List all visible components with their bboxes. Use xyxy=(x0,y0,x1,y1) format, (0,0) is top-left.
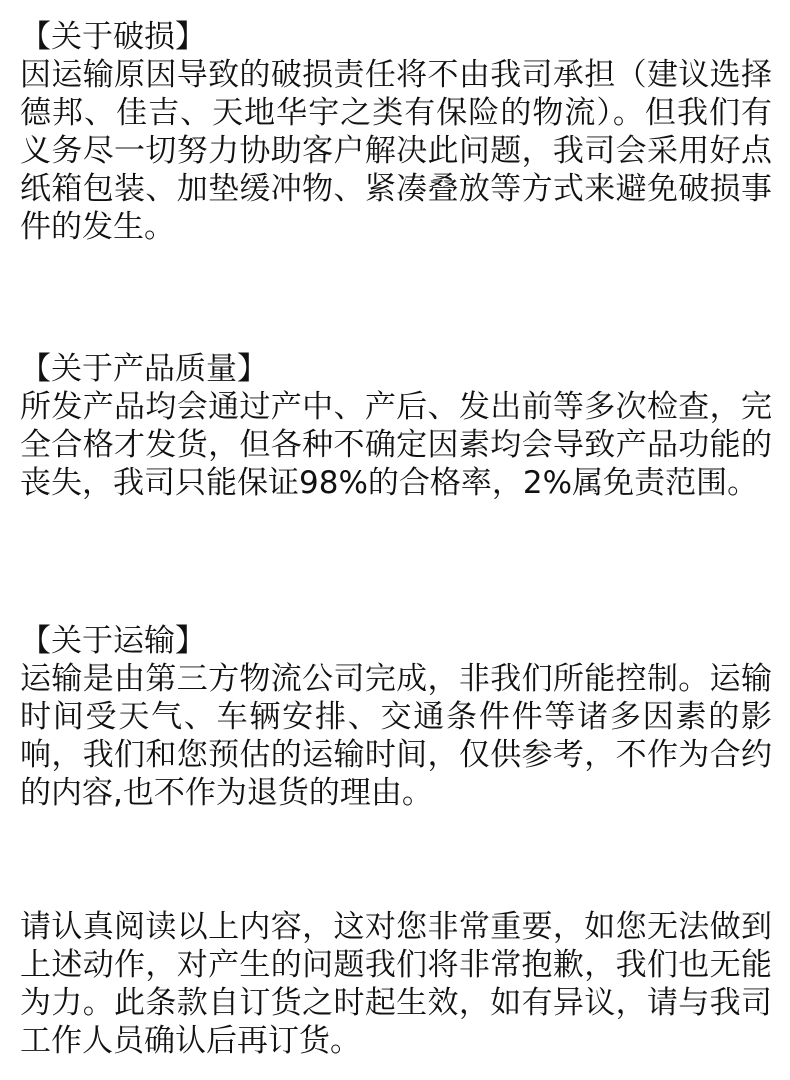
section-quality xyxy=(20,350,772,502)
section-body-notice: 请认真阅读以上内容，这对您非常重要，如您无法做到上述动作，对产生的问题我们将非常抱歉，我们也无能为力。此条款自订货之时起生效，如有异议，请与我司工作人员确认后再订货。 xyxy=(20,909,772,1059)
section-shipping xyxy=(20,622,772,812)
section-body-damage: 因运输原因导致的破损责任将不由我司承担（建议选择德邦、佳吉、天地华宇之类有保险的物流）。但我们有义务尽一切努力协助客户解决此问题，我司会采用好点纸箱包装、加垫缓冲物、紧凑叠放等方式来避免破损事件的发生。 xyxy=(20,57,772,245)
section-heading-quality: 【关于产品质量】 xyxy=(20,351,268,387)
section-heading-damage: 【关于破损】 xyxy=(20,19,206,55)
section-body-shipping: 运输是由第三方物流公司完成，非我们所能控制。运输时间受天气、车辆安排、交通条件件等诸多因素的影响，我们和您预估的运输时间，仅供参考，不作为合约的内容,也不作为退货的理由。 xyxy=(20,661,772,811)
section-body-quality: 所发产品均会通过产中、产后、发出前等多次检查，完全合格才发货，但各种不确定因素均会导致产品功能的丧失，我司只能保证98%的合格率，2%属免责范围。 xyxy=(20,389,772,501)
section-notice xyxy=(20,908,772,1060)
section-heading-shipping: 【关于运输】 xyxy=(20,623,206,659)
section-damage xyxy=(20,18,772,246)
